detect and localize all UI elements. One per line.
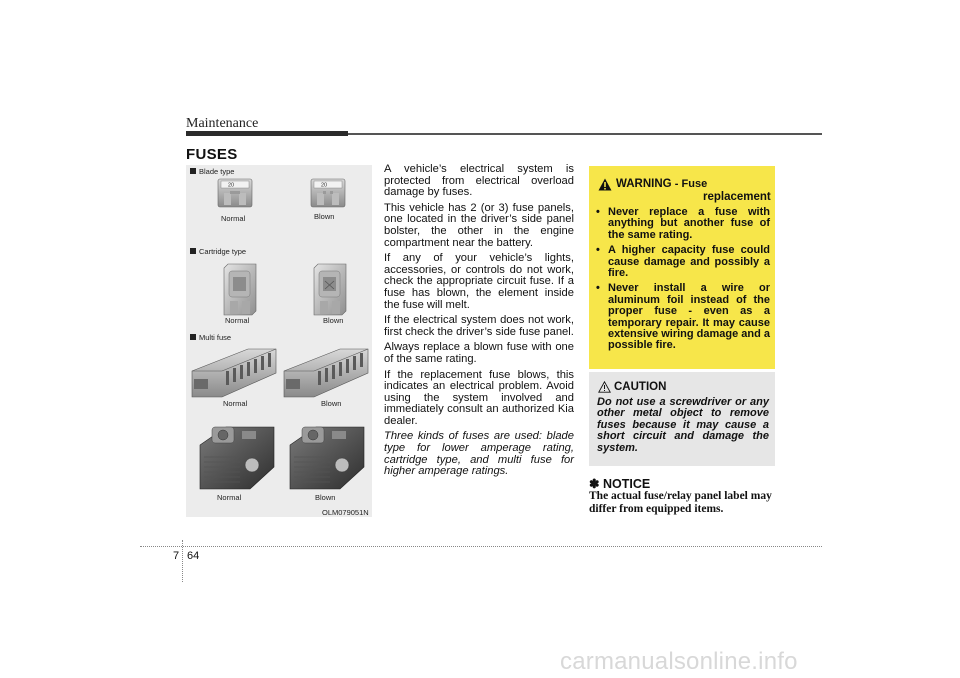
multi-fuse-normal-icon [192,349,276,397]
square-bullet-icon [190,334,196,340]
notice-star-icon: ✽ [589,477,600,491]
warning-item: • Never replace a fuse with anything but another fuse of the same rating. [594,207,770,241]
blade-fuse-normal-icon [218,179,252,207]
cartridge-blown-label: Blown [323,316,344,325]
multi-normal-label: Normal [223,399,248,408]
multi-fuse-blown-icon [284,349,368,397]
body-paragraph: If the replacement fuse blows, this indicates an electrical problem. Avoid using the system involved and immediately consult an authorized Kia dealer. [384,368,574,427]
cartridge-fuse-blown-icon [314,264,346,315]
warning-item: • Never install a wire or aluminum foil instead of the proper fuse - even as a temporary repair. It may cause extensive wiring damage and a possible fire. [594,283,770,351]
warning-label: WARNING [616,178,672,190]
cartridge-type-label: Cartridge type [199,247,247,256]
header-rule-accent [186,131,348,136]
body-paragraph-italic: Three kinds of fuses are used: blade type for lower amperage rating, cartridge type, and multi fuse for higher amperage ratings. [384,430,574,478]
multi-block-fuse-normal-icon [200,427,274,489]
notice-title [589,476,650,491]
caution-title: CAUTION [614,381,667,393]
warning-subject: - Fuse [674,178,708,190]
footer-divider [182,540,183,582]
body-paragraph: This vehicle has 2 (or 3) fuse panels, one located in the driver’s side panel bolster, the other in the engine compartment near the battery. [384,201,574,249]
blade-type-label: Blade type [199,167,235,176]
caution-triangle-icon [598,381,611,393]
warning-item: • A higher capacity fuse could cause damage and possibly a fire. [594,245,770,279]
blade-fuse-blown-icon [311,179,345,207]
running-header: Maintenance [186,116,259,131]
blade-normal-label: Normal [221,214,246,223]
multi-fuse-heading [190,333,231,342]
blade-normal-rating: 20 [228,182,235,189]
cartridge-normal-label: Normal [225,316,250,325]
multi-block-normal-label: Normal [217,493,242,502]
warning-title [616,178,707,190]
blade-type-heading [190,167,234,176]
warning-title-line2: replacement [703,191,771,203]
fuse-types-figure [186,165,372,517]
body-paragraph: Always replace a blown fuse with one of the same rating. [384,341,574,365]
blade-blown-rating: 20 [321,182,328,189]
notice-text: The actual fuse/relay panel label may differ from equipped items. [589,490,772,515]
blade-blown-label: Blown [314,212,335,221]
chapter-number: 7 [173,550,180,562]
cartridge-fuse-normal-icon [224,264,256,315]
square-bullet-icon [190,168,196,174]
notice-label: NOTICE [602,477,651,491]
warning-triangle-icon [598,178,612,191]
figure-code: OLM079051N [322,508,369,517]
caution-text: Do not use a screwdriver or any other metal object to remove fuses because it may cause a short circuit and damage the system. [597,396,769,454]
body-paragraph: If the electrical system does not work, first check the driver’s side fuse panel. [384,314,574,338]
warning-list [594,207,770,356]
cartridge-type-heading [190,247,246,256]
page-number: 64 [187,550,200,562]
body-paragraph: If any of your vehicle’s lights, accessories, or controls do not work, check the appropriate circuit fuse. If a fuse has blown, the element inside the fuse will melt. [384,252,574,311]
multi-block-blown-label: Blown [315,493,336,502]
watermark: carmanualsonline.info [560,648,798,675]
body-text [384,164,574,482]
multi-blown-label: Blown [321,399,342,408]
footer-rule [140,546,822,547]
body-paragraph: A vehicle’s electrical system is protected from electrical overload damage by fuses. [384,163,574,199]
multi-block-fuse-blown-icon [290,427,364,489]
multi-fuse-label: Multi fuse [199,333,232,342]
square-bullet-icon [190,248,196,254]
section-title: FUSES [186,146,238,163]
